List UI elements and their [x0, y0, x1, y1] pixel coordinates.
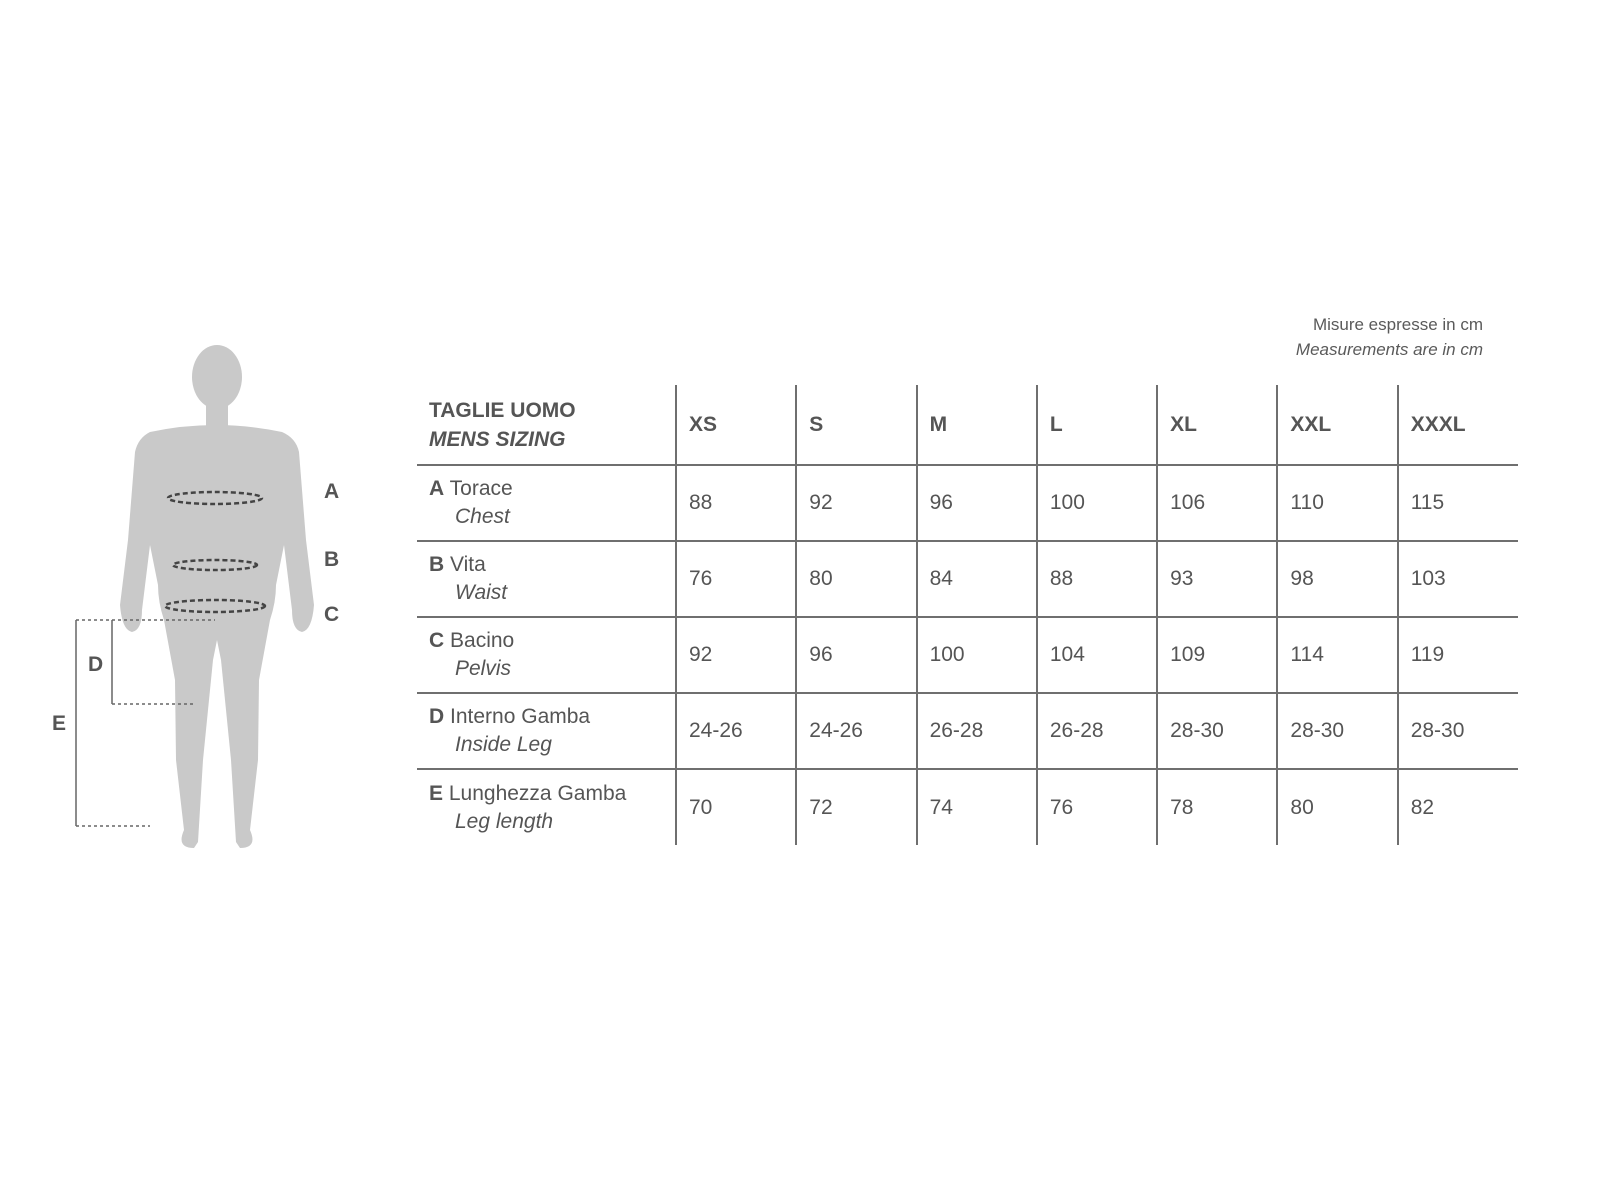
size-header: S [796, 385, 916, 465]
table-cell: 110 [1277, 465, 1397, 541]
row-name-it: Lunghezza Gamba [448, 781, 627, 805]
table-cell: 26-28 [1037, 693, 1157, 769]
units-note [1296, 312, 1483, 362]
size-header: XL [1157, 385, 1277, 465]
size-header: M [917, 385, 1037, 465]
table-cell: 93 [1157, 541, 1277, 617]
row-name-en: Inside Leg [455, 733, 552, 756]
table-cell: 82 [1398, 769, 1518, 845]
row-name-en: Chest [455, 505, 510, 528]
table-cell: 115 [1398, 465, 1518, 541]
table-cell: 72 [796, 769, 916, 845]
table-cell: 24-26 [796, 693, 916, 769]
table-row [417, 769, 1518, 845]
row-label [417, 693, 676, 769]
row-letter: D [429, 705, 445, 728]
table-cell: 92 [676, 617, 796, 693]
row-name-it: Vita [450, 553, 486, 576]
size-table [417, 385, 1518, 845]
row-name-en: Pelvis [455, 657, 512, 680]
table-row [417, 541, 1518, 617]
row-name-en: Leg length [455, 809, 554, 833]
table-cell: 103 [1398, 541, 1518, 617]
table-cell: 98 [1277, 541, 1397, 617]
row-label [417, 617, 676, 693]
table-row [417, 693, 1518, 769]
table-cell: 104 [1037, 617, 1157, 693]
table-cell: 92 [796, 465, 916, 541]
table-title [417, 385, 676, 465]
table-cell: 119 [1398, 617, 1518, 693]
table-cell: 100 [1037, 465, 1157, 541]
row-name-it: Bacino [450, 629, 515, 652]
size-header: XS [676, 385, 796, 465]
table-cell: 28-30 [1277, 693, 1397, 769]
table-cell: 28-30 [1157, 693, 1277, 769]
units-note-it: Misure espresse in cm [1312, 315, 1483, 334]
label-c: C [324, 603, 340, 626]
table-cell: 80 [1277, 769, 1397, 845]
header-row [417, 385, 1518, 465]
label-a: A [324, 480, 340, 503]
table-cell: 24-26 [676, 693, 796, 769]
table-cell: 70 [676, 769, 796, 845]
table-row [417, 617, 1518, 693]
row-letter: C [429, 629, 445, 652]
size-header: XXXL [1398, 385, 1518, 465]
row-label [417, 769, 676, 845]
table-cell: 28-30 [1398, 693, 1518, 769]
table-title-en: MENS SIZING [429, 427, 566, 451]
table-cell: 88 [676, 465, 796, 541]
table-cell: 76 [676, 541, 796, 617]
row-letter: B [429, 553, 445, 576]
label-e: E [52, 712, 67, 735]
table-cell: 84 [917, 541, 1037, 617]
table-cell: 74 [917, 769, 1037, 845]
table-cell: 96 [796, 617, 916, 693]
table-cell: 100 [917, 617, 1037, 693]
table-title-it: TAGLIE UOMO [429, 398, 576, 422]
row-label [417, 465, 676, 541]
units-note-en: Measurements are in cm [1295, 340, 1483, 359]
table-cell: 106 [1157, 465, 1277, 541]
table-cell: 76 [1037, 769, 1157, 845]
table-cell: 114 [1277, 617, 1397, 693]
label-d: D [88, 653, 104, 676]
label-b: B [324, 548, 340, 571]
table-cell: 96 [917, 465, 1037, 541]
row-name-it: Torace [449, 477, 513, 500]
row-name-it: Interno Gamba [450, 705, 591, 728]
row-letter: E [429, 781, 444, 805]
row-name-en: Waist [455, 581, 508, 604]
row-label [417, 541, 676, 617]
table-cell: 88 [1037, 541, 1157, 617]
size-header: L [1037, 385, 1157, 465]
table-cell: 26-28 [917, 693, 1037, 769]
body-measurement-figure [40, 340, 360, 880]
row-letter: A [429, 477, 445, 500]
table-cell: 78 [1157, 769, 1277, 845]
table-cell: 80 [796, 541, 916, 617]
size-header: XXL [1277, 385, 1397, 465]
table-cell: 109 [1157, 617, 1277, 693]
table-row [417, 465, 1518, 541]
human-silhouette [120, 345, 314, 848]
